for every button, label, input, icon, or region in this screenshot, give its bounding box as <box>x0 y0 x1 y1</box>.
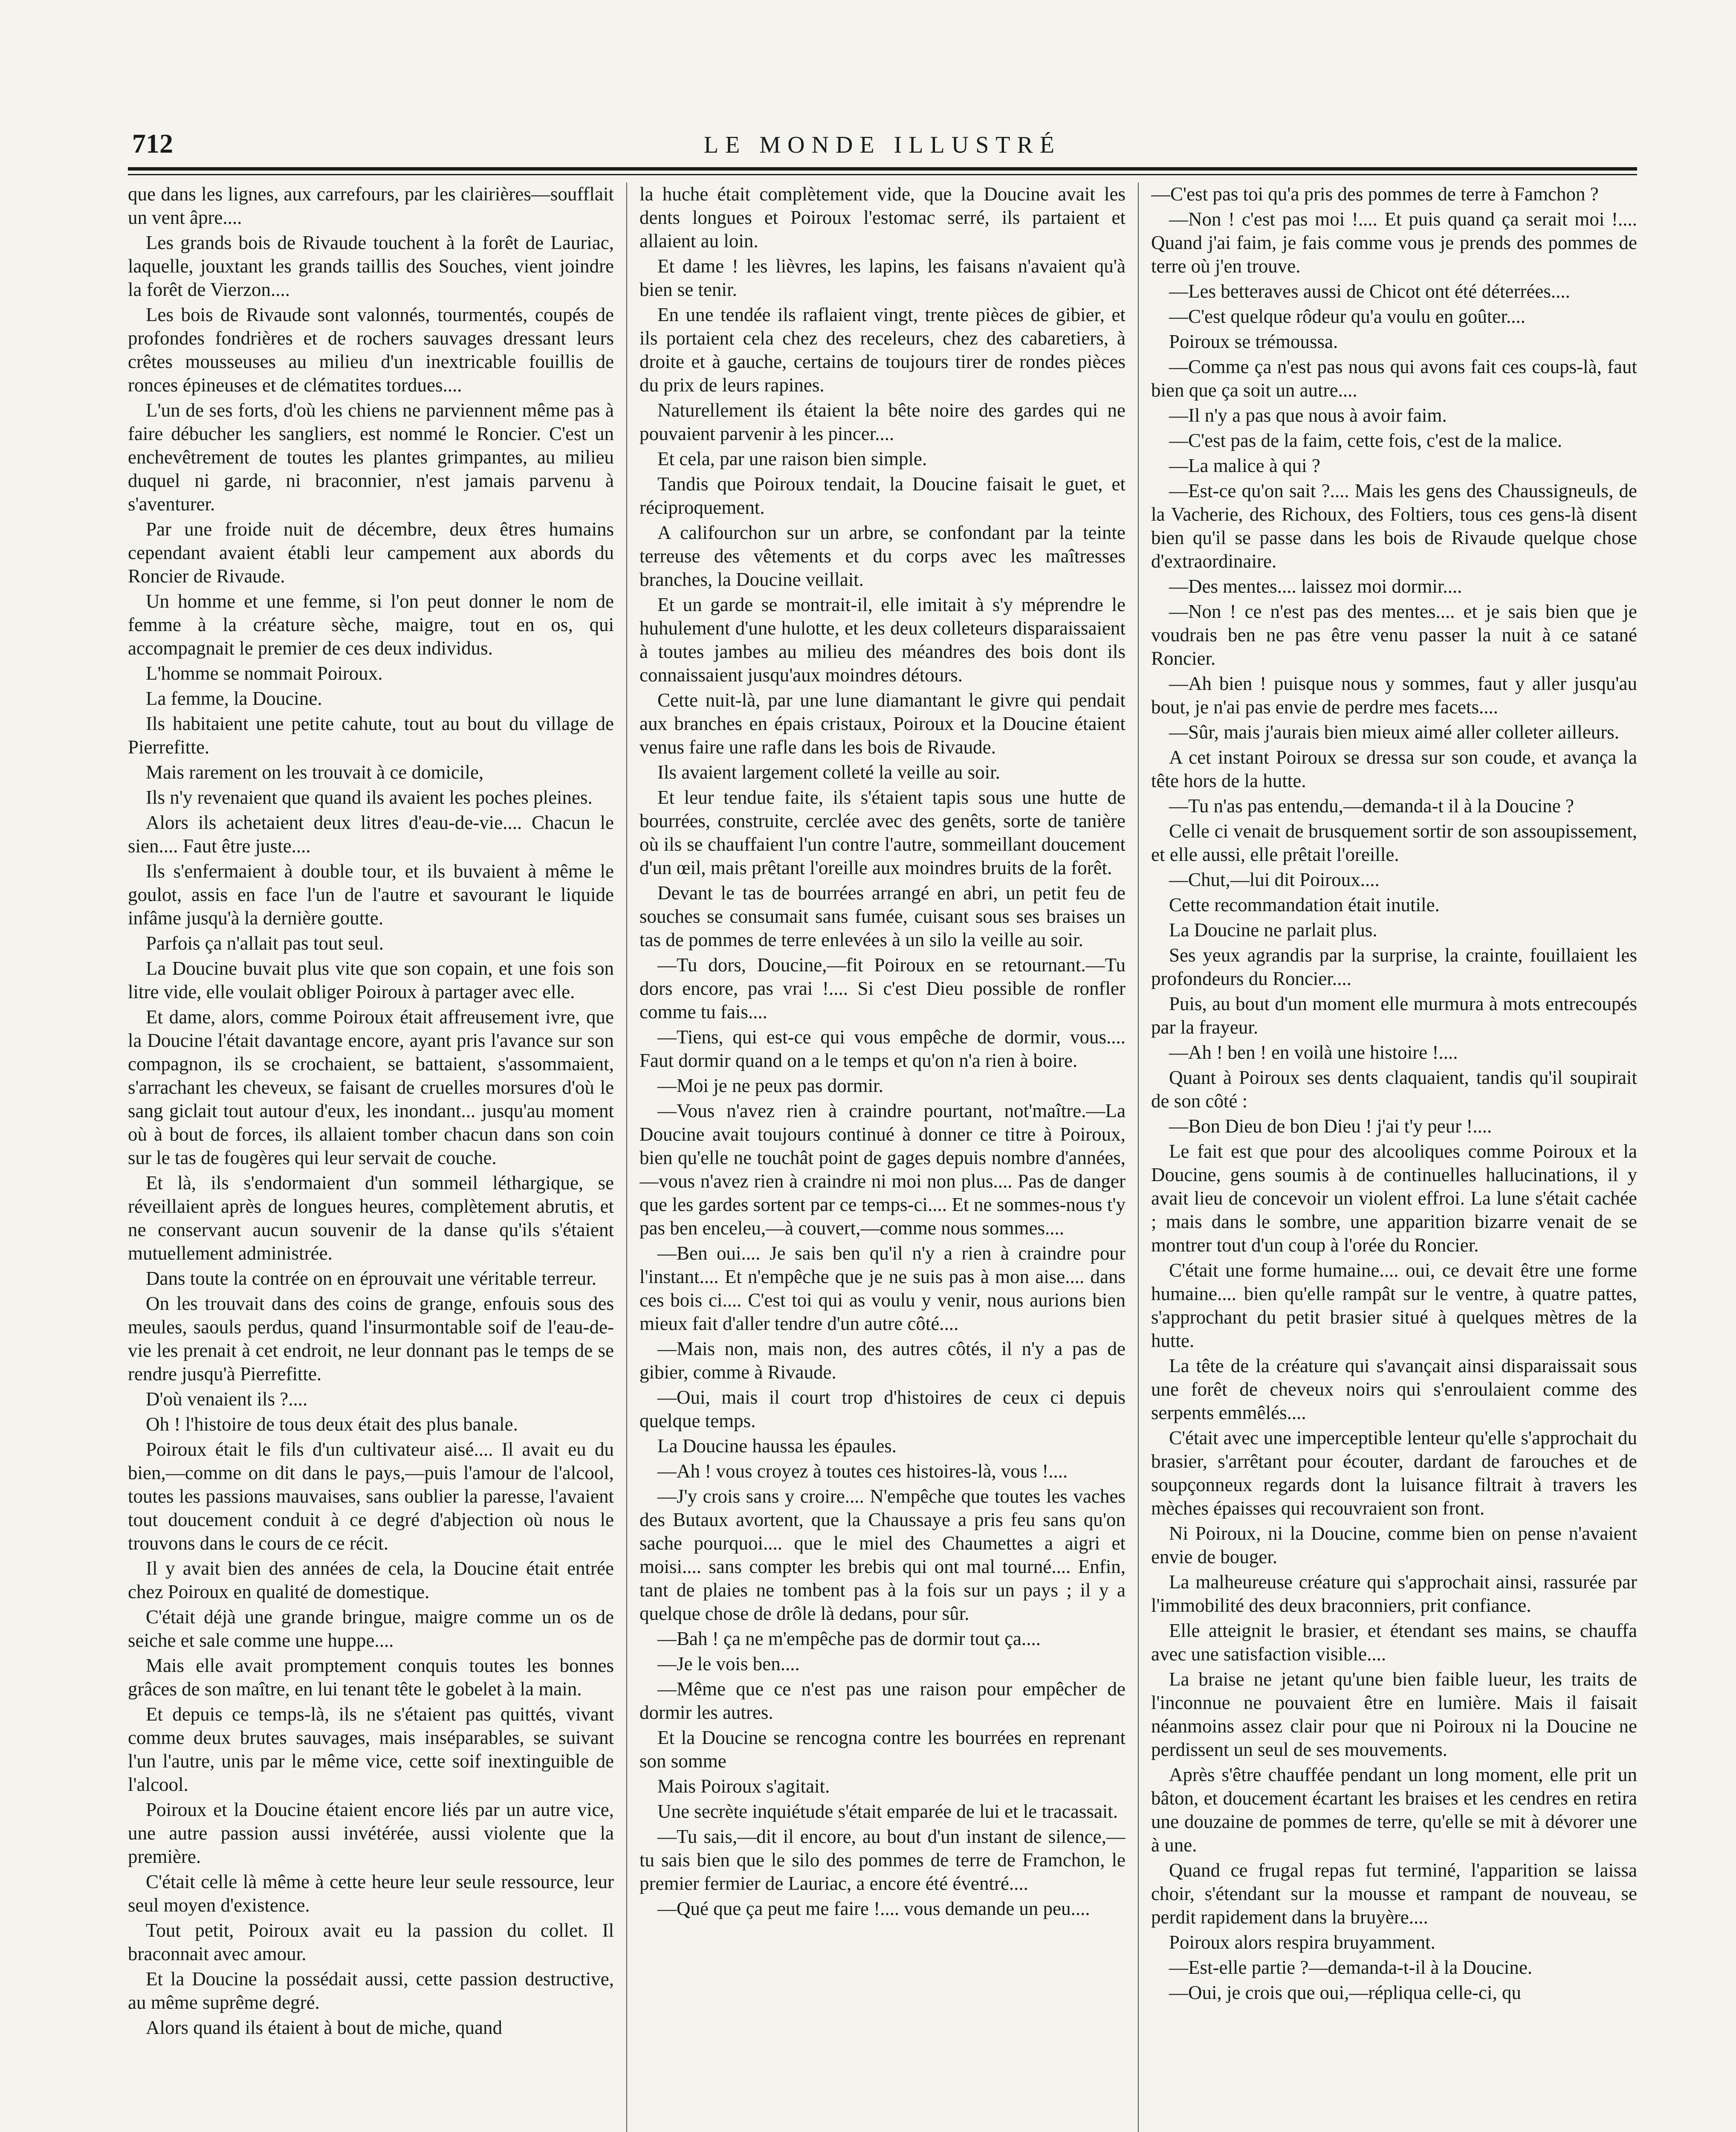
paragraph: Et la Doucine se rencogna contre les bourrées en reprenant son somme <box>639 1727 1126 1772</box>
paragraph: —C'est pas toi qu'a pris des pommes de terre à Famchon ? <box>1151 183 1599 205</box>
paragraph: —Qué que ça peut me faire !.... vous demande un peu.... <box>657 1898 1090 1919</box>
paragraph: —Sûr, mais j'aurais bien mieux aimé aller colleter ailleurs. <box>1169 721 1619 743</box>
paragraph: —Les betteraves aussi de Chicot ont été déterrées.... <box>1169 281 1570 302</box>
paragraph: —Tu n'as pas entendu,—demanda-t il à la Doucine ? <box>1169 795 1574 817</box>
paragraph: C'était avec une imperceptible lenteur qu'elle s'approchait du brasier, s'arrêtant pour écouter, dardant de farouches et de soupçonneux regards dont la luisance filtrait à travers les mèches épaisses qui recouvraient son front. <box>1151 1427 1637 1519</box>
paragraph: Ils s'enfermaient à double tour, et ils buvaient à même le goulot, assis en face l'un de l'autre et savourant le liquide infâme jusqu'à la dernière goutte. <box>128 860 614 929</box>
paragraph: —Ah ! vous croyez à toutes ces histoires-là, vous !.... <box>657 1460 1068 1482</box>
paragraph: En une tendée ils raflaient vingt, trente pièces de gibier, et ils portaient cela chez des receleurs, chez des cabaretiers, à droite et à gauche, certains de toujours tirer de rondes pièces du prix de leurs rapines. <box>639 304 1126 396</box>
paragraph: —C'est pas de la faim, cette fois, c'est de la malice. <box>1169 430 1562 451</box>
paragraph: D'où venaient ils ?.... <box>146 1388 308 1410</box>
paragraph: Et un garde se montrait-il, elle imitait à s'y méprendre le huhulement d'une hulotte, et les deux colleteurs disparaissaient à toutes jambes au milieu des méandres des bois dont ils connaissaient jusqu'aux moindres détours. <box>639 594 1126 686</box>
paragraph: —Oui, mais il court trop d'histoires de ceux ci depuis quelque temps. <box>639 1387 1126 1431</box>
paragraph: Par une froide nuit de décembre, deux êtres humains cependant avaient établi leur campement aux abords du Roncier de Rivaude. <box>128 519 614 587</box>
paragraph: —Des mentes.... laissez moi dormir.... <box>1169 576 1462 597</box>
paragraph: A califourchon sur un arbre, se confondant par la teinte terreuse des vêtements et du corps avec les maîtresses branches, la Doucine veillait. <box>639 522 1126 590</box>
paragraph: —Même que ce n'est pas une raison pour empêcher de dormir les autres. <box>639 1678 1126 1723</box>
paragraph: —C'est quelque rôdeur qu'a voulu en goûter.... <box>1169 306 1526 327</box>
paragraph: Après s'être chauffée pendant un long moment, elle prit un bâton, et doucement écartant les braises et les cendres en retira une douzaine de pommes de terre, qu'elle se mit à dévorer une à une. <box>1151 1764 1637 1856</box>
paragraph: Ils habitaient une petite cahute, tout au bout du village de Pierrefitte. <box>128 713 614 758</box>
paragraph: Tandis que Poiroux tendait, la Doucine faisait le guet, et réciproquement. <box>639 473 1126 518</box>
paragraph: Et leur tendue faite, ils s'étaient tapis sous une hutte de bourrées, construite, cerclée avec des genêts, sorte de tanière où ils se chauffaient l'un contre l'autre, sommeillant doucement d'un œil, mais prêtant l'oreille aux moindres bruits de la forêt. <box>639 787 1126 878</box>
paragraph: Celle ci venait de brusquement sortir de son assoupissement, et elle aussi, elle prêtait l'oreille. <box>1151 820 1637 865</box>
paragraph: Et là, ils s'endormaient d'un sommeil léthargique, se réveillaient après de longues heures, complètement abrutis, et ne conservant aucun souvenir de la danse qu'ils s'étaient mutuellement administrée. <box>128 1172 614 1264</box>
header-rule-thick <box>128 167 1637 171</box>
paragraph: Une secrète inquiétude s'était emparée de lui et le tracassait. <box>657 1801 1118 1822</box>
paragraph: La Doucine haussa les épaules. <box>657 1435 897 1457</box>
paragraph: —Ben oui.... Je sais ben qu'il n'y a rien à craindre pour l'instant.... Et n'empêche que je ne suis pas à mon aise.... dans ces bois ci.... C'est toi qui as voulu y venir, nous aurions bien mieux fait d'aller tendre d'un autre côté.... <box>639 1243 1126 1334</box>
paragraph: Oh ! l'histoire de tous deux était des plus banale. <box>146 1414 518 1435</box>
paragraph: C'était celle là même à cette heure leur seule ressource, leur seul moyen d'existence. <box>128 1871 614 1916</box>
paragraph: Un homme et une femme, si l'on peut donner le nom de femme à la créature sèche, maigre, tout en os, qui accompagnait le premier de ces deux individus. <box>128 591 614 659</box>
paragraph: A cet instant Poiroux se dressa sur son coude, et avança la tête hors de la hutte. <box>1151 747 1637 791</box>
paragraph: Et dame, alors, comme Poiroux était affreusement ivre, que la Doucine l'était davantage encore, ayant pris l'avance sur son compagnon, ils se crochaient, se battaient, s'assommaient, s'arrachant les cheveux, se faisant de cruelles morsures d'où le sang giclait tout autour d'eux, les inondant... jusqu'au moment où à bout de forces, ils allaient tomber chacun dans son coin sur le tas de fougères qui leur servait de couche. <box>128 1006 614 1168</box>
paragraph: —Moi je ne peux pas dormir. <box>657 1075 883 1096</box>
paragraph: —Bah ! ça ne m'empêche pas de dormir tout ça.... <box>657 1628 1041 1649</box>
paragraph: Mais Poiroux s'agitait. <box>657 1776 830 1797</box>
paragraph: —Est-ce qu'on sait ?.... Mais les gens des Chaussigneuls, de la Vacherie, des Richoux, des Foltiers, tous ces gens-là disent bien qu'il se passe dans les bois de Rivaude quelque chose d'extraordinaire. <box>1151 480 1637 572</box>
paragraph: —Ah ! ben ! en voilà une histoire !.... <box>1169 1042 1458 1063</box>
paragraph: —Chut,—lui dit Poiroux.... <box>1169 869 1380 890</box>
paragraph: Ils avaient largement colleté la veille au soir. <box>657 762 1000 783</box>
paragraph: Mais rarement on les trouvait à ce domicile, <box>146 762 484 783</box>
page-number: 712 <box>132 128 173 159</box>
paragraph: Le fait est que pour des alcooliques comme Poiroux et la Doucine, gens soumis à de continuelles hallucinations, il y avait lieu de concevoir un violent effroi. La lune s'était cachée ; mais dans le sombre, une apparition bizarre venait de se montrer tout d'un coup à l'orée du Roncier. <box>1151 1141 1637 1256</box>
paragraph: —Tu dors, Doucine,—fit Poiroux en se retournant.—Tu dors encore, pas vrai !.... Si c'est Dieu possible de ronfler comme tu fais.... <box>639 954 1126 1023</box>
paragraph: L'homme se nommait Poiroux. <box>146 663 383 684</box>
paragraph: —Il n'y a pas que nous à avoir faim. <box>1169 405 1447 426</box>
paragraph: Ses yeux agrandis par la surprise, la crainte, fouillaient les profondeurs du Roncier.... <box>1151 944 1637 989</box>
paragraph: L'un de ses forts, d'où les chiens ne parviennent même pas à faire débucher les sangliers, est nommé le Roncier. C'est un enchevêtrement de toutes les plantes grimpantes, au milieu duquel ni garde, ni braconnier, n'est jamais parvenu à s'aventurer. <box>128 400 614 515</box>
text-column-3 <box>1151 182 1637 2132</box>
paragraph: Il y avait bien des années de cela, la Doucine était entrée chez Poiroux en qualité de domestique. <box>128 1558 614 1602</box>
paragraph: —Ah bien ! puisque nous y sommes, faut y aller jusqu'au bout, je n'ai pas envie de perdre mes facets.... <box>1151 673 1637 718</box>
paragraph: On les trouvait dans des coins de grange, enfouis sous des meules, saouls perdus, quand l'insurmontable soif de l'eau-de-vie les prenait à cet endroit, ne leur donnant pas le temps de se rendre jusqu'à Pierrefitte. <box>128 1293 614 1385</box>
paragraph: Ni Poiroux, ni la Doucine, comme bien on pense n'avaient envie de bouger. <box>1151 1523 1637 1567</box>
paragraph: —Comme ça n'est pas nous qui avons fait ces coups-là, faut bien que ça soit un autre.... <box>1151 356 1637 401</box>
paragraph: Et la Doucine la possédait aussi, cette passion destructive, au même suprême degré. <box>128 1968 614 2013</box>
paragraph: La Doucine ne parlait plus. <box>1169 919 1377 941</box>
paragraph: la huche était complètement vide, que la Doucine avait les dents longues et Poiroux l'estomac serré, ils partaient et allaient au loin. <box>639 183 1126 252</box>
paragraph: Les grands bois de Rivaude touchent à la forêt de Lauriac, laquelle, jouxtant les grands taillis des Souches, vient joindre la forêt de Vierzon.... <box>128 232 614 300</box>
paragraph: Parfois ça n'allait pas tout seul. <box>146 933 384 954</box>
paragraph: —Vous n'avez rien à craindre pourtant, not'maître.—La Doucine avait toujours continué à donner ce titre à Poiroux, bien qu'elle ne touchât point de gages depuis nombre d'années,—vous n'avez rien à craindre ni moi non plus.... Pas de danger que les gardes sortent par ce temps-ci.... Et ne sommes-nous t'y pas ben enceleu,—à couvert,—comme nous sommes.... <box>639 1100 1126 1239</box>
paragraph: Quant à Poiroux ses dents claquaient, tandis qu'il soupirait de son côté : <box>1151 1067 1637 1112</box>
paragraph: —Je le vois ben.... <box>657 1653 800 1674</box>
paragraph: —Oui, je crois que oui,—répliqua celle-ci, qu <box>1169 1982 1521 2003</box>
paragraph: La tête de la créature qui s'avançait ainsi disparaissait sous une forêt de cheveux noirs qui s'enroulaient comme des serpents emmêlés.... <box>1151 1355 1637 1423</box>
column-separator <box>1138 182 1139 2132</box>
paragraph: C'était déjà une grande bringue, maigre comme un os de seiche et sale comme une huppe.... <box>128 1606 614 1651</box>
paragraph: C'était une forme humaine.... oui, ce devait être une forme humaine.... bien qu'elle rampât sur le ventre, à quatre pattes, s'approchant du petit brasier situé à quelques mètres de la hutte. <box>1151 1260 1637 1351</box>
paragraph: Mais elle avait promptement conquis toutes les bonnes grâces de son maître, en lui tenant tête le gobelet à la main. <box>128 1655 614 1700</box>
paragraph: La braise ne jetant qu'une bien faible lueur, les traits de l'inconnue ne pouvaient être en lumière. Mais il faisait néanmoins assez clair pour que ni Poiroux ni la Doucine ne perdissent un seul de ses mouvements. <box>1151 1669 1637 1760</box>
paragraph: Quand ce frugal repas fut terminé, l'apparition se laissa choir, s'étendant sur la mousse et rampant de nouveau, se perdit rapidement dans la bruyère.... <box>1151 1860 1637 1928</box>
paragraph: —Non ! c'est pas moi !.... Et puis quand ça serait moi !.... Quand j'ai faim, je fais comme vous je prends des pommes de terre où j'en trouve. <box>1151 209 1637 277</box>
paragraph: —Mais non, mais non, des autres côtés, il n'y a pas de gibier, comme à Rivaude. <box>639 1338 1126 1383</box>
paragraph: —Tu sais,—dit il encore, au bout d'un instant de silence,—tu sais bien que le silo des pommes de terre de Framchon, le premier fermier de Lauriac, a encore été éventré.... <box>639 1826 1126 1894</box>
text-column-1 <box>128 182 614 2132</box>
header-rule-thin <box>128 174 1637 175</box>
column-separator <box>626 182 627 2132</box>
paragraph: Dans toute la contrée on en éprouvait une véritable terreur. <box>146 1268 597 1289</box>
paragraph: —Tiens, qui est-ce qui vous empêche de dormir, vous.... Faut dormir quand on a le temps et qu'on n'a rien à boire. <box>639 1026 1126 1071</box>
paragraph: Cette recommandation était inutile. <box>1169 894 1440 915</box>
text-column-2 <box>639 182 1126 2132</box>
paragraph: Tout petit, Poiroux avait eu la passion du collet. Il braconnait avec amour. <box>128 1920 614 1964</box>
paragraph: Alors ils achetaient deux litres d'eau-de-vie.... Chacun le sien.... Faut être juste.... <box>128 812 614 857</box>
paragraph: Alors quand ils étaient à bout de miche, quand <box>146 2017 503 2038</box>
text-columns <box>128 182 1637 2132</box>
paragraph: Et cela, par une raison bien simple. <box>657 448 927 469</box>
paragraph: La malheureuse créature qui s'approchait ainsi, rassurée par l'immobilité des deux braconniers, prit confiance. <box>1151 1571 1637 1616</box>
paragraph: Ils n'y revenaient que quand ils avaient les poches pleines. <box>146 787 593 808</box>
paragraph: —Non ! ce n'est pas des mentes.... et je sais bien que je voudrais ben ne pas être venu passer la nuit à ce satané Roncier. <box>1151 601 1637 669</box>
paragraph: La femme, la Doucine. <box>146 688 322 709</box>
paragraph: Naturellement ils étaient la bête noire des gardes qui ne pouvaient parvenir à les pincer.... <box>639 400 1126 444</box>
paragraph: La Doucine buvait plus vite que son copain, et une fois son litre vide, elle voulait obliger Poiroux à partager avec elle. <box>128 958 614 1002</box>
paragraph: —J'y crois sans y croire.... N'empêche que toutes les vaches des Butaux avortent, que la Chaussaye a pris feu sans qu'on sache pourquoi.... que le miel des Chaumettes a aigri et moisi.... sans compter les brebis qui ont mal tourné.... Enfin, tant de plaies ne tombent pas à la fois sur un pays ; il y a quelque chose de drôle là dedans, pour sûr. <box>639 1486 1126 1624</box>
paragraph: Cette nuit-là, par une lune diamantant le givre qui pendait aux branches en épais cristaux, Poiroux et la Doucine étaient venus faire une rafle dans les bois de Rivaude. <box>639 689 1126 758</box>
paragraph: —La malice à qui ? <box>1169 455 1320 476</box>
paragraph: Les bois de Rivaude sont valonnés, tourmentés, coupés de profondes fondrières et de rochers sauvages dressant leurs crêtes mousseuses au milieu d'un inextricable fouillis de ronces épineuses et de clématites tordues.... <box>128 304 614 396</box>
journal-title: LE MONDE ILLUSTRÉ <box>703 132 1062 158</box>
paragraph: Poiroux était le fils d'un cultivateur aisé.... Il avait eu du bien,—comme on dit dans le pays,—puis l'amour de l'alcool, toutes les passions mauvaises, sans oublier la paresse, l'avaient tout doucement conduit à ce degré d'abjection où nous le trouvons dans le cours de ce récit. <box>128 1439 614 1554</box>
paragraph: Devant le tas de bourrées arrangé en abri, un petit feu de souches se consumait sans fumée, cuisant sous ses braises un tas de pommes de terre enlevées à un silo la veille au soir. <box>639 882 1126 950</box>
paragraph: Poiroux alors respira bruyamment. <box>1169 1932 1435 1953</box>
paragraph: —Est-elle partie ?—demanda-t-il à la Doucine. <box>1169 1957 1533 1978</box>
paragraph: Et dame ! les lièvres, les lapins, les faisans n'avaient qu'à bien se tenir. <box>639 255 1126 300</box>
paragraph: Poiroux se trémoussa. <box>1169 331 1338 352</box>
paragraph: que dans les lignes, aux carrefours, par les clairières—soufflait un vent âpre.... <box>128 183 614 228</box>
paragraph: Poiroux et la Doucine étaient encore liés par un autre vice, une autre passion aussi invétérée, aussi violente que la première. <box>128 1799 614 1867</box>
paragraph: Et depuis ce temps-là, ils ne s'étaient pas quittés, vivant comme deux brutes sauvages, mais inséparables, se suivant l'un l'autre, unis par le même vice, cette soif inextinguible de l'alcool. <box>128 1703 614 1795</box>
paragraph: Elle atteignit le brasier, et étendant ses mains, se chauffa avec une satisfaction visible.... <box>1151 1620 1637 1665</box>
paragraph: Puis, au bout d'un moment elle murmura à mots entrecoupés par la frayeur. <box>1151 993 1637 1038</box>
paragraph: —Bon Dieu de bon Dieu ! j'ai t'y peur !.... <box>1169 1115 1492 1137</box>
